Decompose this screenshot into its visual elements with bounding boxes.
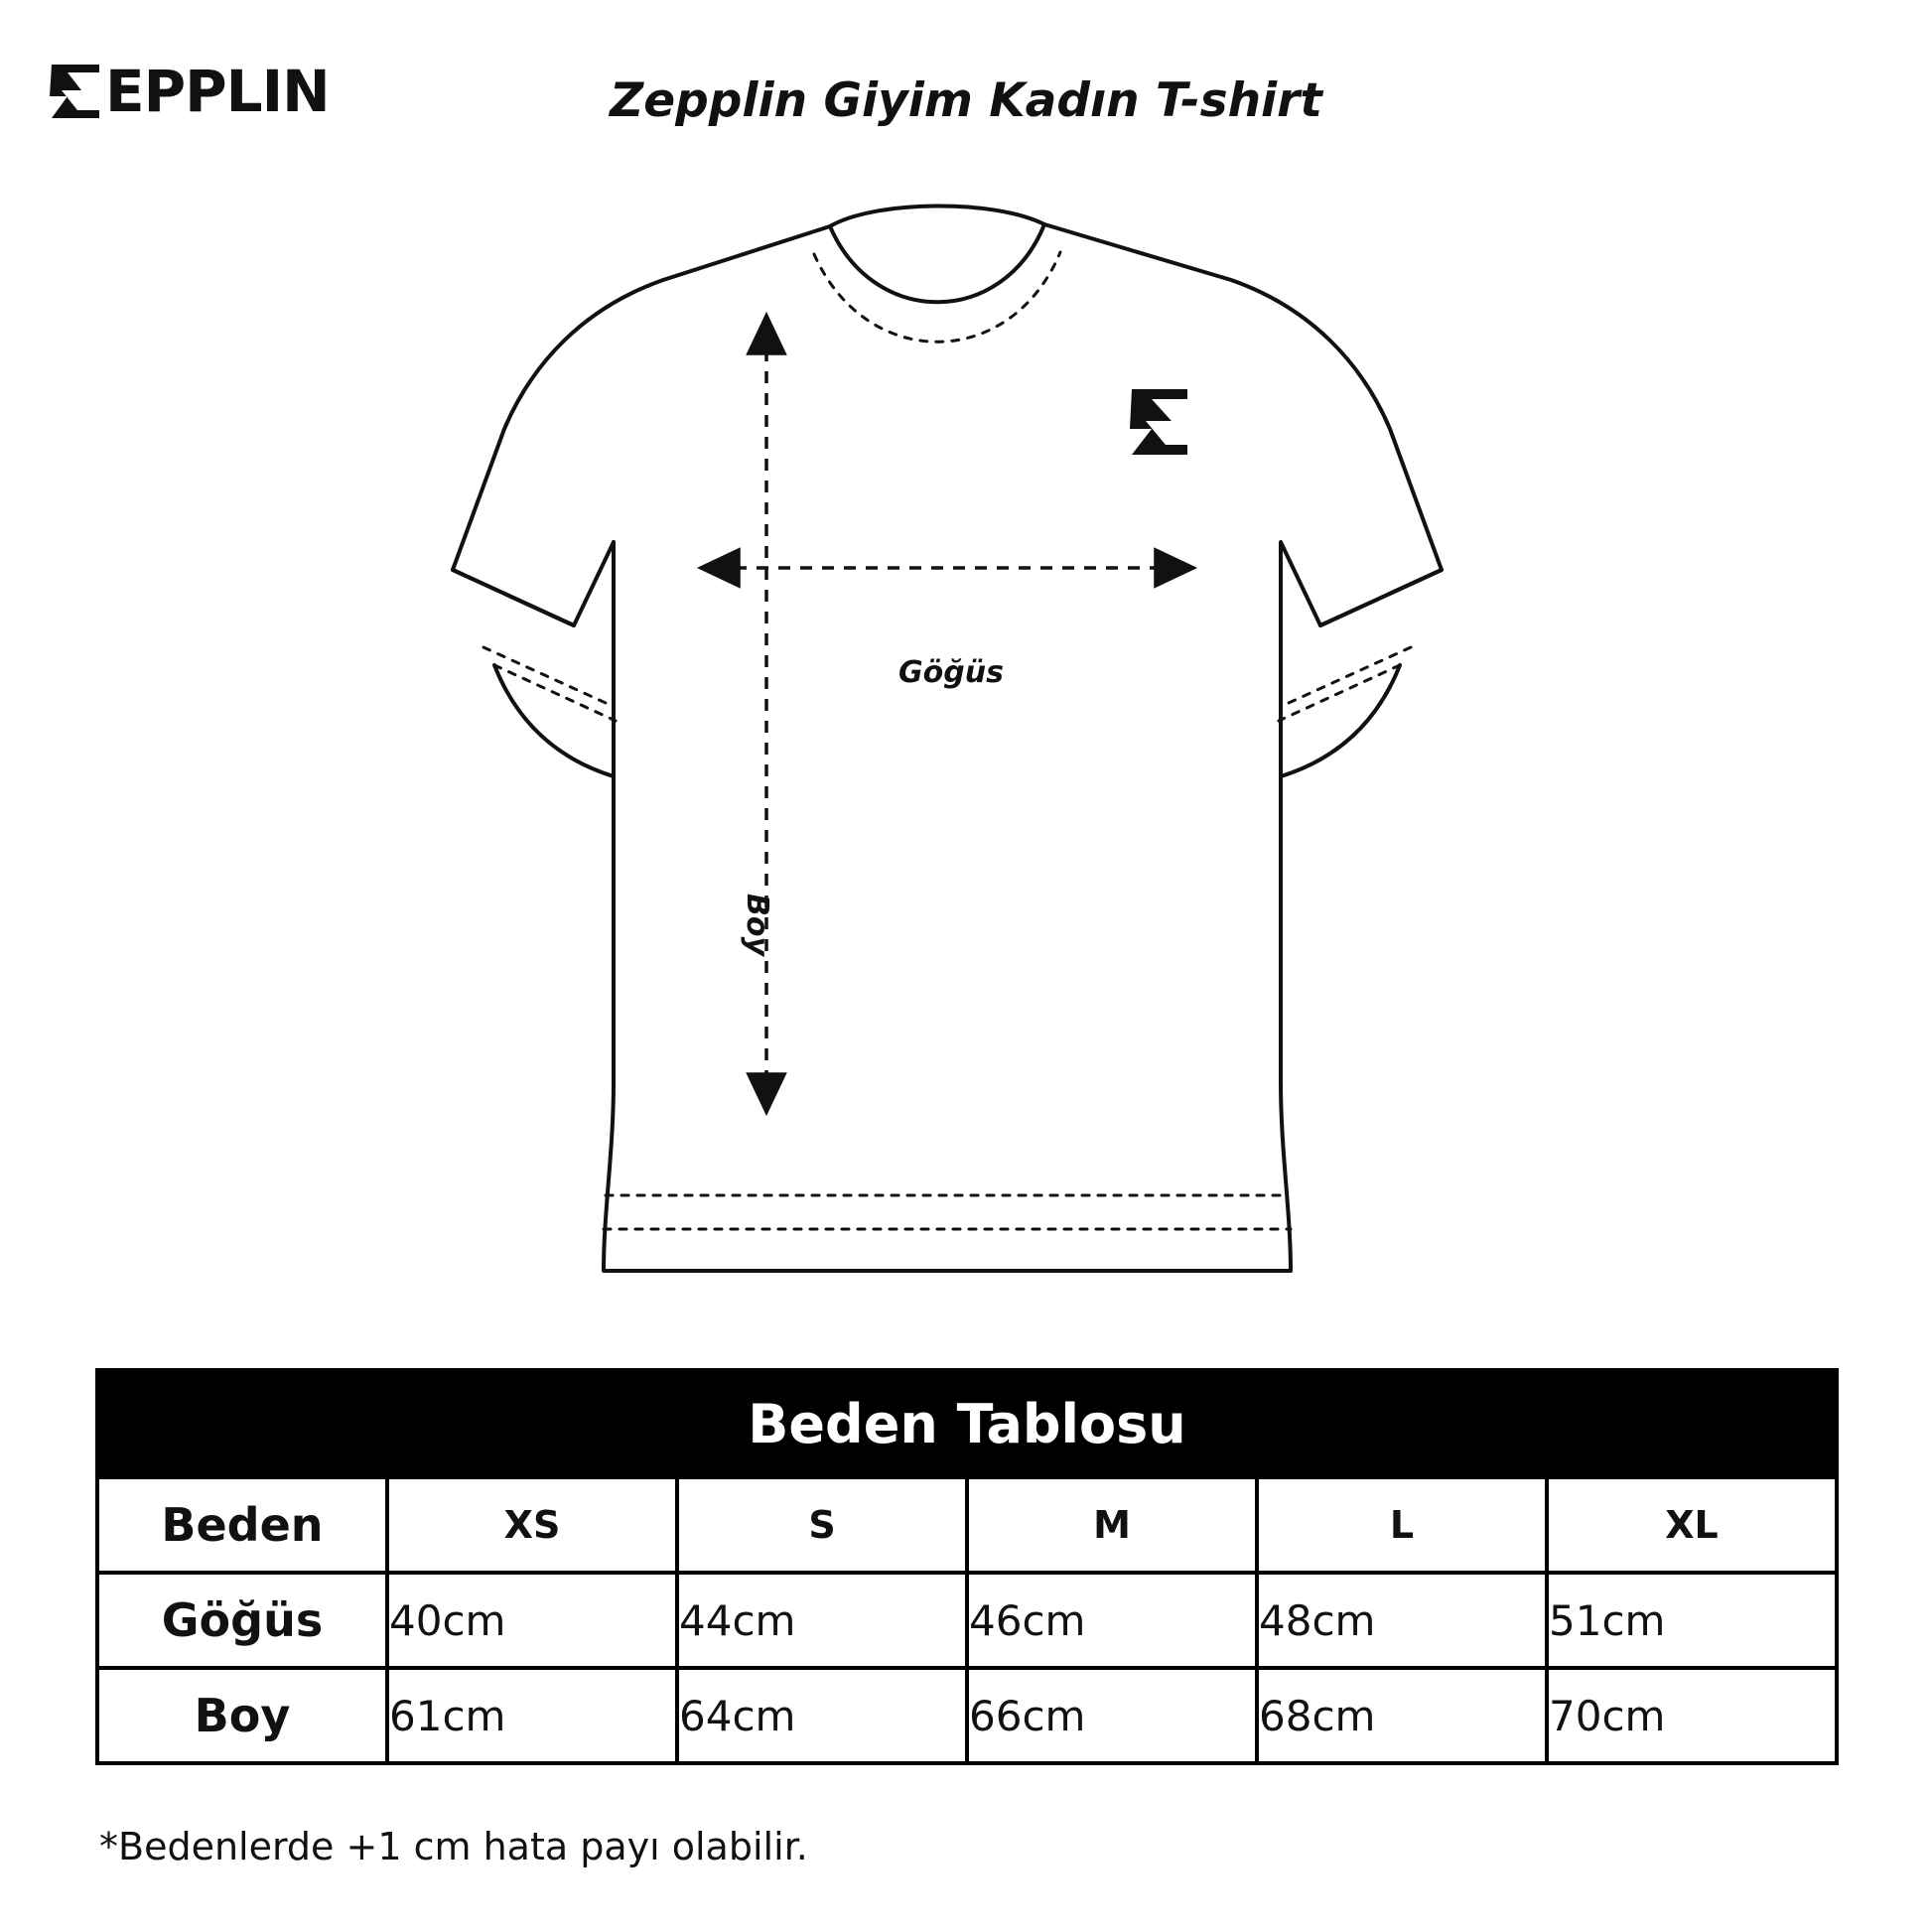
brand-logo-text: EPPLIN xyxy=(105,58,330,125)
brand-logo xyxy=(48,52,330,131)
gogus-m: 46cm xyxy=(967,1573,1257,1668)
size-table xyxy=(95,1368,1839,1765)
table-header-row xyxy=(97,1477,1837,1573)
header-size-xl: XL xyxy=(1547,1477,1837,1573)
boy-xs: 61cm xyxy=(387,1668,677,1763)
table-row xyxy=(97,1668,1837,1763)
tshirt-diagram xyxy=(0,159,1932,1360)
header-size-l: L xyxy=(1257,1477,1547,1573)
footnote: *Bedenlerde +1 cm hata payı olabilir. xyxy=(99,1825,808,1868)
table-title-row xyxy=(97,1370,1837,1477)
zepplin-z-badge-icon xyxy=(1130,389,1187,455)
table-row xyxy=(97,1573,1837,1668)
header-size-m: M xyxy=(967,1477,1257,1573)
page-title-light: Zepplin Giyim xyxy=(610,73,990,128)
boy-m: 66cm xyxy=(967,1668,1257,1763)
boy-xl: 70cm xyxy=(1547,1668,1837,1763)
zepplin-z-logo-icon xyxy=(48,61,103,122)
row-label-boy: Boy xyxy=(97,1668,387,1763)
header-size-s: S xyxy=(677,1477,967,1573)
page-title-bold: Kadın T-shirt xyxy=(989,73,1322,128)
row-label-gogus: Göğüs xyxy=(97,1573,387,1668)
header-beden: Beden xyxy=(97,1477,387,1573)
chest-measure-label: Göğüs xyxy=(898,655,1004,690)
gogus-s: 44cm xyxy=(677,1573,967,1668)
gogus-l: 48cm xyxy=(1257,1573,1547,1668)
length-measure-label: Boy xyxy=(740,894,774,957)
boy-s: 64cm xyxy=(677,1668,967,1763)
header-size-xs: XS xyxy=(387,1477,677,1573)
gogus-xl: 51cm xyxy=(1547,1573,1837,1668)
table-title: Beden Tablosu xyxy=(97,1370,1837,1477)
gogus-xs: 40cm xyxy=(387,1573,677,1668)
boy-l: 68cm xyxy=(1257,1668,1547,1763)
